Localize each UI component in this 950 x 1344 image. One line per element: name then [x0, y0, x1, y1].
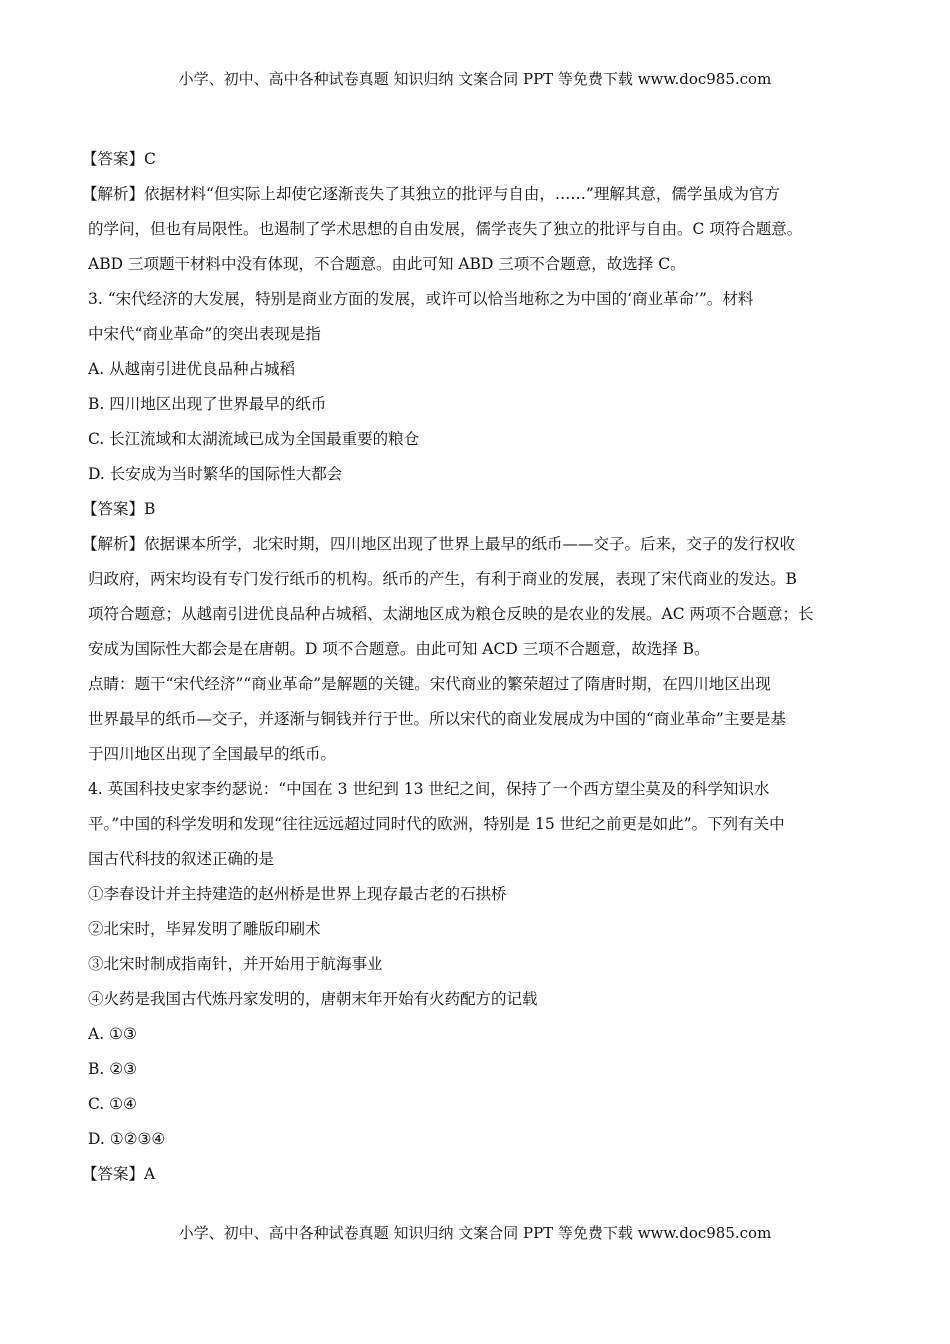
document-body	[82, 142, 868, 1192]
page-footer: 小学、初中、高中各种试卷真题 知识归纳 文案合同 PPT 等免费下载 www.doc985.com	[178, 1224, 772, 1242]
question-3-stem: 中宋代“商业革命”的突出表现是指	[88, 325, 321, 343]
analysis-line: 【解析】依据材料“但实际上却使它逐渐丧失了其独立的批评与自由，……”理解其意，儒学虽成为官方	[82, 185, 780, 203]
option-c: C. 长江流域和太湖流域已成为全国最重要的粮仓	[88, 430, 420, 448]
statement-4: ④火药是我国古代炼丹家发明的，唐朝末年开始有火药配方的记载	[88, 990, 538, 1008]
statement-3: ③北宋时制成指南针，并开始用于航海事业	[88, 955, 383, 973]
question-4-stem: 4. 英国科技史家李约瑟说：“中国在 3 世纪到 13 世纪之间，保持了一个西方望尘莫及的科学知识水	[88, 780, 770, 798]
analysis-line: ABD 三项题干材料中没有体现，不合题意。由此可知 ABD 三项不合题意，故选择 C。	[88, 255, 686, 273]
question-4-stem: 平。”中国的科学发明和发现“往往远远超过同时代的欧洲，特别是 15 世纪之前更是如此”。下列有关中	[88, 815, 785, 833]
answer-label-q4: 【答案】A	[82, 1165, 156, 1183]
statement-1: ①李春设计并主持建造的赵州桥是世界上现存最古老的石拱桥	[88, 885, 507, 903]
analysis-line: 【解析】依据课本所学，北宋时期，四川地区出现了世界上最早的纸币——交子。后来，交子的发行权收	[82, 535, 796, 553]
answer-label-q3: 【答案】B	[82, 500, 156, 518]
option-a: A. ①③	[88, 1025, 137, 1043]
question-3-stem: 3. “宋代经济的大发展，特别是商业方面的发展，或许可以恰当地称之为中国的‘商业革命’”。材料	[88, 290, 754, 308]
option-a: A. 从越南引进优良品种占城稻	[88, 360, 296, 378]
option-c: C. ①④	[88, 1095, 137, 1113]
tip-line: 世界最早的纸币—交子，并逐渐与铜钱并行于世。所以宋代的商业发展成为中国的“商业革命”主要是基	[88, 710, 786, 728]
option-b: B. 四川地区出现了世界最早的纸币	[88, 395, 327, 413]
option-d: D. ①②③④	[88, 1130, 166, 1148]
statement-2: ②北宋时，毕昇发明了雕版印刷术	[88, 920, 321, 938]
analysis-line: 的学问，但也有局限性。也遏制了学术思想的自由发展，儒学丧失了独立的批评与自由。C 项符合题意。	[88, 220, 803, 238]
question-4-stem: 国古代科技的叙述正确的是	[88, 850, 275, 868]
analysis-line: 归政府，两宋均设有专门发行纸币的机构。纸币的产生，有利于商业的发展，表现了宋代商业的发达。B	[88, 570, 797, 588]
option-d: D. 长安成为当时繁华的国际性大都会	[88, 465, 343, 483]
tip-line: 点睛：题干“宋代经济”“商业革命”是解题的关键。宋代商业的繁荣超过了隋唐时期，在四川地区出现	[88, 675, 771, 693]
option-b: B. ②③	[88, 1060, 138, 1078]
answer-label-q2: 【答案】C	[82, 150, 156, 168]
page-header: 小学、初中、高中各种试卷真题 知识归纳 文案合同 PPT 等免费下载 www.doc985.com	[178, 70, 772, 88]
tip-line: 于四川地区出现了全国最早的纸币。	[88, 745, 337, 763]
analysis-line: 项符合题意；从越南引进优良品种占城稻、太湖地区成为粮仓反映的是农业的发展。AC 两项不合题意；长	[88, 605, 814, 623]
analysis-line: 安成为国际性大都会是在唐朝。D 项不合题意。由此可知 ACD 三项不合题意，故选择 B。	[88, 640, 710, 658]
